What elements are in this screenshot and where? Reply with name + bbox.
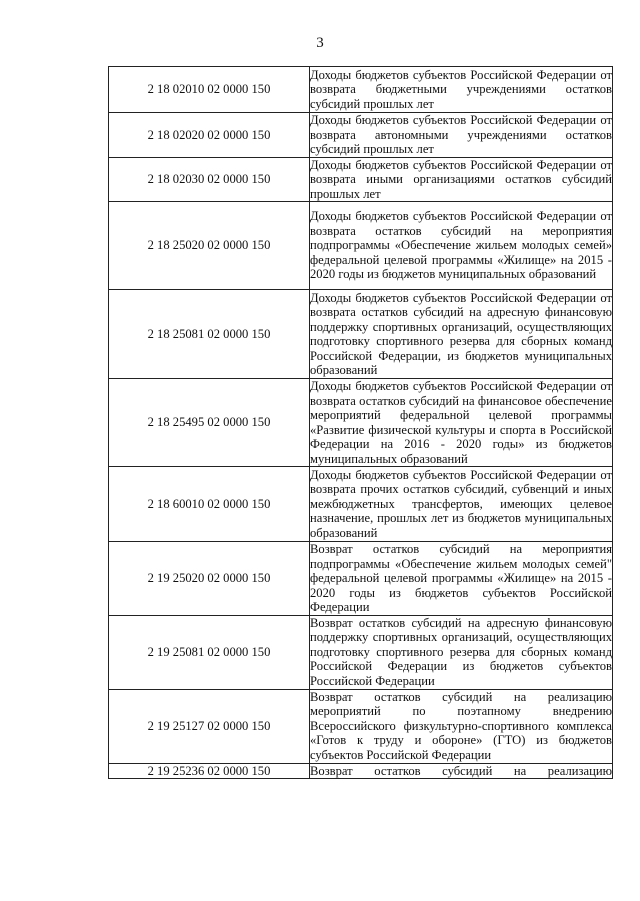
table-row bbox=[109, 689, 613, 763]
code-cell: 2 18 02030 02 0000 150 bbox=[109, 157, 310, 202]
code-cell: 2 18 25495 02 0000 150 bbox=[109, 379, 310, 467]
description-cell: Доходы бюджетов субъектов Российской Федерации от возврата прочих остатков субсидий, субвенций и иных межбюджетных трансфертов, имеющих целевое назначение, прошлых лет из бюджетов муниципальных образований bbox=[310, 467, 612, 540]
code-cell: 2 18 25020 02 0000 150 bbox=[109, 202, 310, 290]
code-cell: 2 18 60010 02 0000 150 bbox=[109, 467, 310, 542]
code-cell: 2 19 25127 02 0000 150 bbox=[109, 689, 310, 763]
table-row bbox=[109, 379, 613, 467]
table-row bbox=[109, 763, 613, 779]
table-row bbox=[109, 615, 613, 689]
table-row bbox=[109, 113, 613, 158]
description-cell: Доходы бюджетов субъектов Российской Федерации от возврата иными организациями остатков субсидий прошлых лет bbox=[310, 157, 612, 201]
description-cell: Возврат остатков субсидий на реализацию мероприятий по поэтапному внедрению Всероссийского физкультурно-спортивного комплекса «Готов к труду и обороне» (ГТО) из бюджетов субъектов Российской Федерации bbox=[310, 689, 612, 762]
table-row bbox=[109, 157, 613, 202]
code-cell: 2 18 02010 02 0000 150 bbox=[109, 67, 310, 113]
table-row bbox=[109, 467, 613, 542]
description-cell: Доходы бюджетов субъектов Российской Федерации от возврата автономными учреждениями остатков субсидий прошлых лет bbox=[310, 113, 612, 156]
code-cell: 2 18 02020 02 0000 150 bbox=[109, 113, 310, 158]
description-cell: Доходы бюджетов субъектов Российской Федерации от возврата бюджетными учреждениями остатков субсидий прошлых лет bbox=[310, 67, 612, 111]
table-row bbox=[109, 202, 613, 290]
description-cell: Доходы бюджетов субъектов Российской Федерации от возврата остатков субсидий на адресную финансовую поддержку спортивных организаций, осуществляющих подготовку спортивного резерва для сборных команд Российской Федерации, из бюджетов муниципальных образований bbox=[310, 290, 612, 377]
budget-codes-table bbox=[108, 66, 613, 779]
table-row bbox=[109, 542, 613, 616]
code-cell: 2 19 25081 02 0000 150 bbox=[109, 615, 310, 689]
code-cell: 2 19 25020 02 0000 150 bbox=[109, 542, 310, 616]
page-number: 3 bbox=[316, 35, 324, 51]
code-cell: 2 18 25081 02 0000 150 bbox=[109, 290, 310, 379]
code-cell: 2 19 25236 02 0000 150 bbox=[109, 763, 310, 779]
description-cell: Возврат остатков субсидий на мероприятия подпрограммы «Обеспечение жильем молодых семей" федеральной целевой программы «Жилище» на 2015 - 2020 годы из бюджетов субъектов Российской Федерации bbox=[310, 542, 612, 614]
table-row bbox=[109, 67, 613, 113]
table-row bbox=[109, 290, 613, 379]
description-cell: Доходы бюджетов субъектов Российской Федерации от возврата остатков субсидий на мероприятия подпрограммы «Обеспечение жильем молодых семей» федеральной целевой программы «Жилище» на 2015 - 2020 годы из бюджетов муниципальных образований bbox=[310, 202, 613, 290]
description-cell: Доходы бюджетов субъектов Российской Федерации от возврата остатков субсидий на финансовое обеспечение мероприятий федеральной целевой программы «Развитие физической культуры и спорта в Российской Федерации на 2016 - 2020 годы» из бюджетов муниципальных образований bbox=[310, 379, 612, 466]
description-cell: Возврат остатков субсидий на адресную финансовую поддержку спортивных организаций, осуществляющих подготовку спортивного резерва для сборных команд Российской Федерации из бюджетов субъектов Российской Федерации bbox=[310, 615, 612, 688]
description-cell: Возврат остатков субсидий на реализацию bbox=[310, 763, 612, 778]
